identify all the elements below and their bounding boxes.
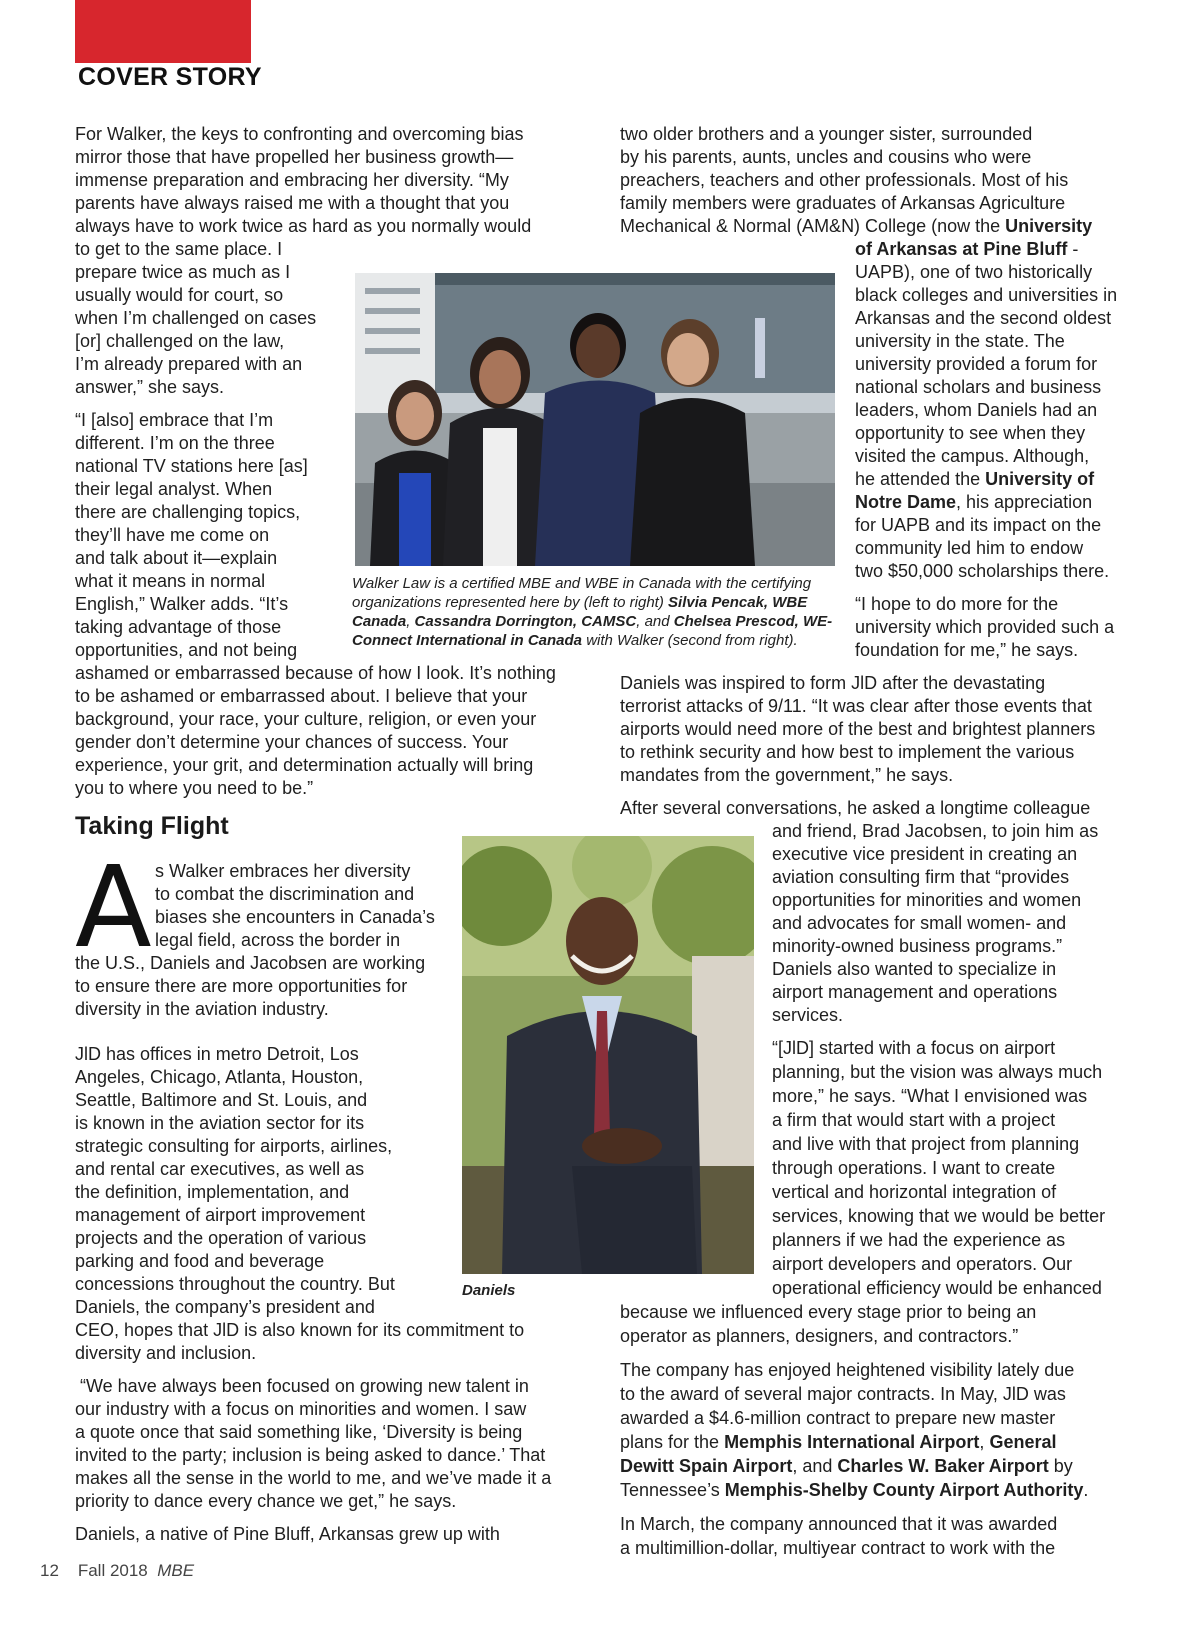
- body-text-line: “I [also] embrace that I’m: [75, 410, 274, 430]
- body-text-line: community led him to endow: [855, 538, 1084, 558]
- body-text-line: Angeles, Chicago, Atlanta, Houston,: [75, 1067, 364, 1087]
- body-text-line: what it means in normal: [75, 571, 266, 591]
- body-text-line: visited the campus. Although,: [855, 446, 1090, 466]
- body-text-line: for UAPB and its impact on the: [855, 515, 1102, 535]
- page-footer: [40, 1561, 194, 1581]
- body-text-line: concessions throughout the country. But: [75, 1274, 395, 1294]
- photo-caption-line: Connect International in Canada with Walker (second from right).: [352, 632, 798, 649]
- body-text-line: to rethink security and how best to implement the various: [620, 742, 1075, 762]
- body-text-line: gender don’t determine your chances of success. Your: [75, 732, 509, 752]
- body-text-line: diversity in the aviation industry.: [75, 999, 329, 1019]
- daniels-photo-illustration: [462, 836, 754, 1274]
- body-text-line: through operations. I want to create: [772, 1158, 1056, 1178]
- body-text-line: to get to the same place. I: [75, 239, 283, 259]
- body-text-line: strategic consulting for airports, airlines,: [75, 1136, 393, 1156]
- body-text-line: because we influenced every stage prior to being an: [620, 1302, 1037, 1322]
- body-text-line: the definition, implementation, and: [75, 1182, 350, 1202]
- body-text-line: planners if we had the experience as: [772, 1230, 1066, 1250]
- body-text-line: minority-owned business programs.”: [772, 936, 1063, 956]
- body-text-line: Daniels was inspired to form JlD after the devastating: [620, 673, 1046, 693]
- body-text-line: our industry with a focus on minorities and women. I saw: [75, 1399, 527, 1419]
- body-text-line: executive vice president in creating an: [772, 844, 1078, 864]
- body-text-line: Mechanical & Normal (AM&N) College (now the University: [620, 216, 1093, 236]
- body-text-line: Tennessee’s Memphis-Shelby County Airport Authority.: [620, 1480, 1089, 1500]
- body-text-line: invited to the party; inclusion is being asked to dance.’ That: [75, 1445, 546, 1465]
- body-text-line: always have to work twice as hard as you normally would: [75, 216, 532, 236]
- body-text-line: airports would need more of the best and brightest planners: [620, 719, 1096, 739]
- body-text-line: a quote once that said something like, ‘Diversity is being: [75, 1422, 523, 1442]
- body-text-line: taking advantage of those: [75, 617, 282, 637]
- body-text-line: leaders, whom Daniels had an: [855, 400, 1098, 420]
- body-text-line: In March, the company announced that it was awarded: [620, 1514, 1058, 1534]
- body-text-line: answer,” she says.: [75, 377, 225, 397]
- body-text-line: projects and the operation of various: [75, 1228, 367, 1248]
- body-text-line: immense preparation and embracing her diversity. “My: [75, 170, 509, 190]
- body-text-line: you to where you need to be.”: [75, 778, 314, 798]
- body-text-line: foundation for me,” he says.: [855, 640, 1079, 660]
- body-text-line: opportunity to see when they: [855, 423, 1086, 443]
- body-text-line: priority to dance every chance we get,” he says.: [75, 1491, 457, 1511]
- body-text-line: diversity and inclusion.: [75, 1343, 257, 1363]
- body-text-line: national scholars and business: [855, 377, 1102, 397]
- body-text-line: by his parents, aunts, uncles and cousins who were: [620, 147, 1032, 167]
- body-text-line: Notre Dame, his appreciation: [855, 492, 1093, 512]
- magazine-name: MBE: [157, 1561, 195, 1580]
- body-text-line: prepare twice as much as I: [75, 262, 291, 282]
- body-text-line: terrorist attacks of 9/11. “It was clear after those events that: [620, 696, 1092, 716]
- section-color-bar: [75, 0, 251, 63]
- body-text-line: After several conversations, he asked a longtime colleague: [620, 798, 1091, 818]
- body-text-line: biases she encounters in Canada’s: [155, 907, 435, 927]
- body-text-line: Seattle, Baltimore and St. Louis, and: [75, 1090, 368, 1110]
- body-text-line: planning, but the vision was always much: [772, 1062, 1103, 1082]
- body-text-line: parents have always raised me with a thought that you: [75, 193, 510, 213]
- body-text-line: background, your race, your culture, religion, or even your: [75, 709, 537, 729]
- body-text-line: to be ashamed or embarrassed about. I believe that your: [75, 686, 528, 706]
- body-text-line: opportunities for minorities and women: [772, 890, 1082, 910]
- group-photo: [355, 273, 835, 566]
- body-text-line: university in the state. The: [855, 331, 1065, 351]
- photo-caption-line: Canada, Cassandra Dorrington, CAMSC, and Chelsea Prescod, WE-: [352, 613, 833, 630]
- body-text-line: makes all the sense in the world to me, and we’ve made it a: [75, 1468, 552, 1488]
- body-text-line: is known in the aviation sector for its: [75, 1113, 365, 1133]
- subheading: Taking Flight: [75, 812, 229, 840]
- body-text-line: experience, your grit, and determination actually will bring: [75, 755, 534, 775]
- body-text-line: the U.S., Daniels and Jacobsen are working: [75, 953, 426, 973]
- body-text-line: they’ll have me come on: [75, 525, 270, 545]
- body-text-line: of Arkansas at Pine Bluff -: [855, 239, 1079, 259]
- body-text-line: and live with that project from planning: [772, 1134, 1080, 1154]
- body-text-line: awarded a $4.6-million contract to prepare new master: [620, 1408, 1056, 1428]
- body-text-line: Daniels, the company’s president and: [75, 1297, 375, 1317]
- page-number: 12: [40, 1561, 59, 1580]
- body-text-line: Daniels also wanted to specialize in: [772, 959, 1057, 979]
- body-text-line: black colleges and universities in: [855, 285, 1118, 305]
- body-text-line: I’m already prepared with an: [75, 354, 303, 374]
- body-text-line: parking and food and beverage: [75, 1251, 325, 1271]
- body-text-line: when I’m challenged on cases: [75, 308, 317, 328]
- body-text-line: more,” he says. “What I envisioned was: [772, 1086, 1088, 1106]
- body-text-line: usually would for court, so: [75, 285, 284, 305]
- body-text-line: Dewitt Spain Airport, and Charles W. Baker Airport by: [620, 1456, 1073, 1476]
- body-text-line: airport developers and operators. Our: [772, 1254, 1073, 1274]
- body-text-line: services.: [772, 1005, 844, 1025]
- body-text-line: university provided a forum for: [855, 354, 1098, 374]
- body-text-line: he attended the University of: [855, 469, 1095, 489]
- daniels-photo: [462, 836, 754, 1274]
- photo-caption-line: organizations represented here by (left to right) Silvia Pencak, WBE: [352, 594, 808, 611]
- body-text-line: mandates from the government,” he says.: [620, 765, 954, 785]
- body-text-line: vertical and horizontal integration of: [772, 1182, 1057, 1202]
- body-text-line: university which provided such a: [855, 617, 1115, 637]
- body-text-line: and friend, Brad Jacobsen, to join him as: [772, 821, 1099, 841]
- body-text-line: operational efficiency would be enhanced: [772, 1278, 1102, 1298]
- body-text-line: UAPB), one of two historically: [855, 262, 1093, 282]
- drop-cap: A: [75, 843, 152, 973]
- body-text-line: management of airport improvement: [75, 1205, 366, 1225]
- body-text-line: to combat the discrimination and: [155, 884, 415, 904]
- body-text-line: two older brothers and a younger sister, surrounded: [620, 124, 1033, 144]
- body-text-line: a multimillion-dollar, multiyear contract to work with the: [620, 1538, 1056, 1558]
- body-text-line: operator as planners, designers, and contractors.”: [620, 1326, 1019, 1346]
- body-text-line: Daniels, a native of Pine Bluff, Arkansas grew up with: [75, 1524, 500, 1544]
- body-text-line: to ensure there are more opportunities for: [75, 976, 408, 996]
- body-text-line: [or] challenged on the law,: [75, 331, 285, 351]
- body-text-line: opportunities, and not being: [75, 640, 298, 660]
- body-text-line: English,” Walker adds. “It’s: [75, 594, 289, 614]
- body-text-line: JlD has offices in metro Detroit, Los: [75, 1044, 359, 1064]
- body-text-line: “We have always been focused on growing new talent in: [75, 1376, 529, 1396]
- body-text-line: services, knowing that we would be better: [772, 1206, 1106, 1226]
- body-text-line: mirror those that have propelled her business growth—: [75, 147, 514, 167]
- body-text-line: legal field, across the border in: [155, 930, 401, 950]
- body-text-line: family members were graduates of Arkansas Agriculture: [620, 193, 1066, 213]
- body-text-line: their legal analyst. When: [75, 479, 273, 499]
- body-text-line: and advocates for small women- and: [772, 913, 1067, 933]
- section-label: COVER STORY: [78, 63, 262, 91]
- body-text-line: CEO, hopes that JlD is also known for its commitment to: [75, 1320, 525, 1340]
- body-text-line: “[JlD] started with a focus on airport: [772, 1038, 1056, 1058]
- body-text-line: preachers, teachers and other professionals. Most of his: [620, 170, 1069, 190]
- issue-date: Fall 2018: [77, 1561, 148, 1580]
- body-text-line: different. I’m on the three: [75, 433, 275, 453]
- body-text-line: national TV stations here [as]: [75, 456, 308, 476]
- body-text-line: there are challenging topics,: [75, 502, 301, 522]
- body-text-line: airport management and operations: [772, 982, 1058, 1002]
- body-text-line: “I hope to do more for the: [855, 594, 1059, 614]
- photo-caption: Daniels: [462, 1282, 516, 1299]
- body-text-line: For Walker, the keys to confronting and overcoming bias: [75, 124, 524, 144]
- photo-caption-line: Walker Law is a certified MBE and WBE in Canada with the certifying: [352, 575, 812, 592]
- body-text-line: two $50,000 scholarships there.: [855, 561, 1110, 581]
- body-text-line: The company has enjoyed heightened visibility lately due: [620, 1360, 1075, 1380]
- body-text-line: to the award of several major contracts. In May, JlD was: [620, 1384, 1066, 1404]
- body-text-line: aviation consulting firm that “provides: [772, 867, 1070, 887]
- body-text-line: Arkansas and the second oldest: [855, 308, 1112, 328]
- body-text-line: and talk about it—explain: [75, 548, 278, 568]
- group-photo-illustration: [355, 273, 835, 566]
- body-text-line: ashamed or embarrassed because of how I look. It’s nothing: [75, 663, 556, 683]
- body-text-line: s Walker embraces her diversity: [155, 861, 411, 881]
- body-text-line: plans for the Memphis International Airport, General: [620, 1432, 1057, 1452]
- body-text-line: and rental car executives, as well as: [75, 1159, 365, 1179]
- body-text-line: a firm that would start with a project: [772, 1110, 1056, 1130]
